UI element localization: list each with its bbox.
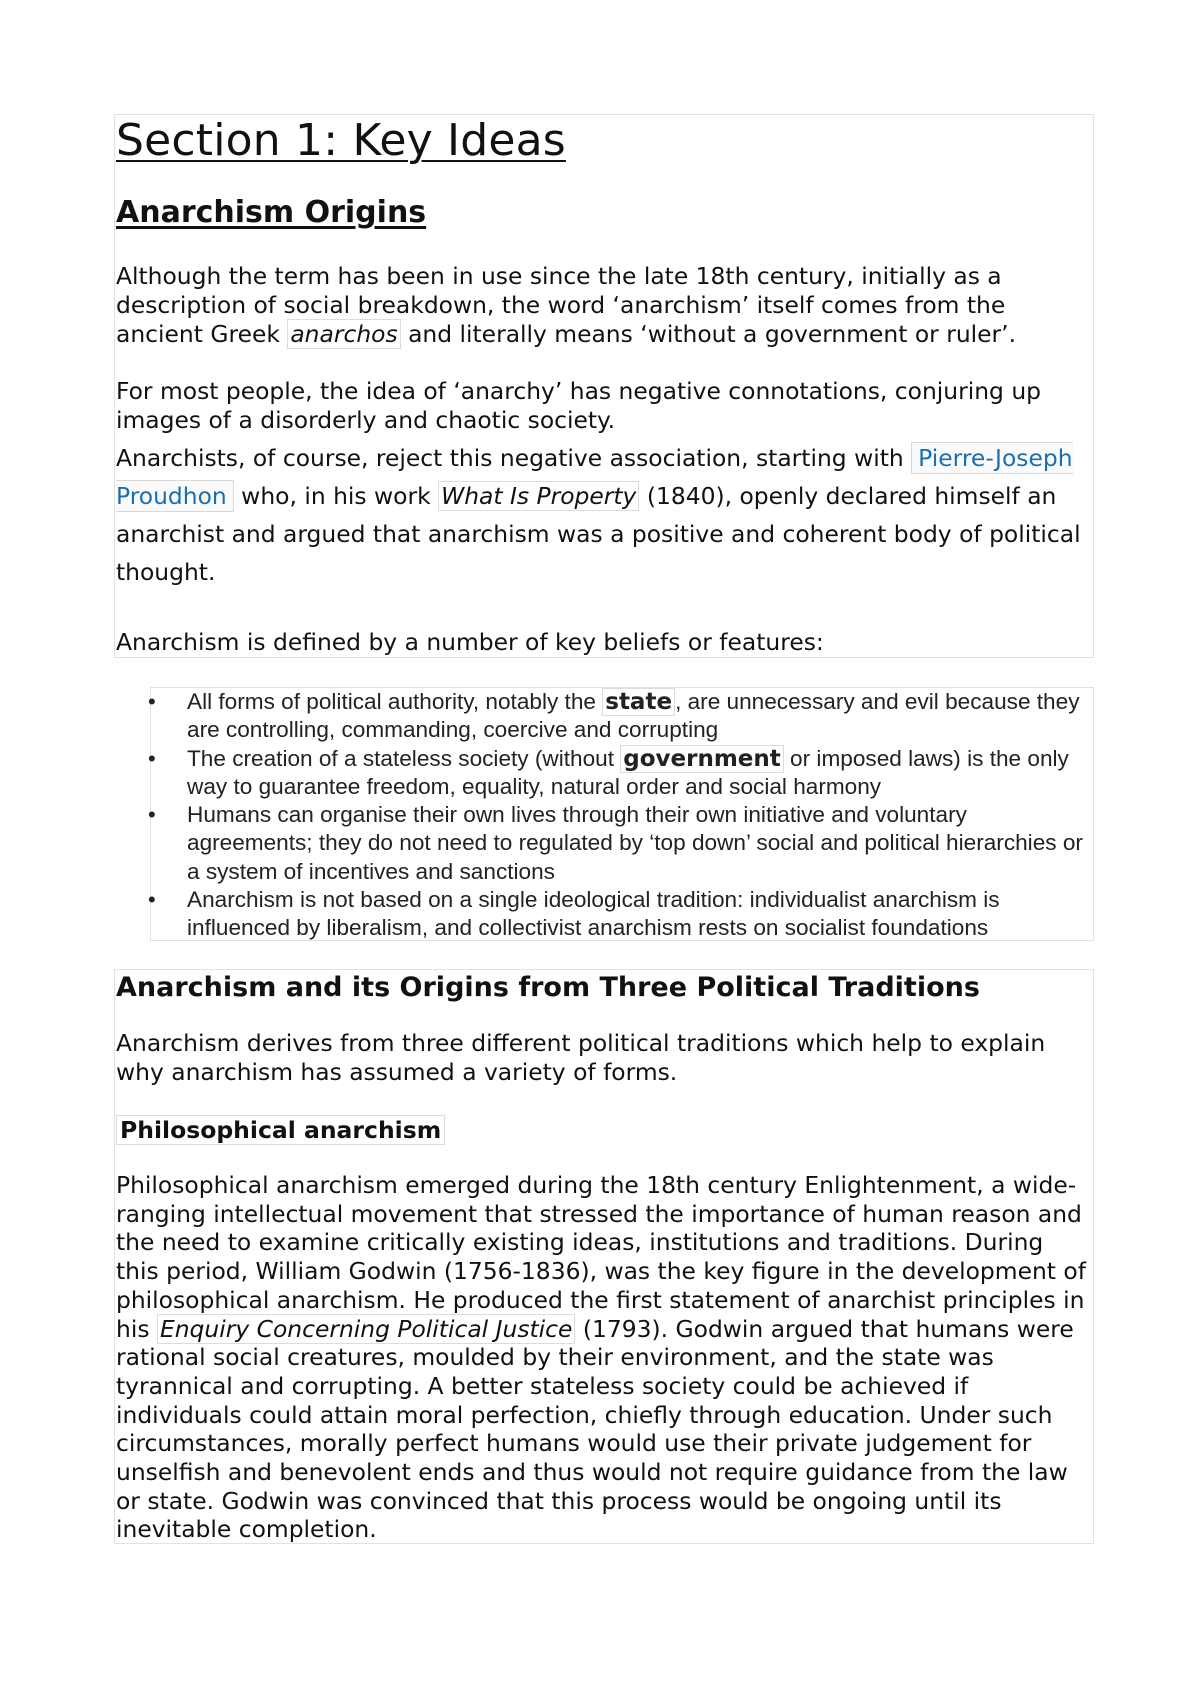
beliefs-list-box [150,687,1094,941]
belief-text: The creation of a stateless society (without [187,745,621,771]
traditions-section [114,969,1094,1544]
origins-paragraph-1 [116,262,1091,349]
philosophical-text: Philosophical anarchism emerged during the 18th century Enlightenment, a wide-ranging intellectual movement that stressed the importance of human reason and the need to examine critically existing ideas, institutions and traditions. During this period, William Godwin (1756-1836), was the key figure in the development of philosophical anarchism. He produced the first statement of anarchist principles in his [116,1171,1086,1343]
work-what-is-property: What Is Property [438,481,639,511]
bullet-icon: • [148,887,156,913]
origins-paragraph-2: For most people, the idea of ‘anarchy’ has negative connotations, conjuring up images of a disorderly and chaotic society. [116,377,1041,434]
belief-text: Anarchism is not based on a single ideological tradition: individualist anarchism is influenced by liberalism, and collectivist anarchism rests on socialist foundations [187,887,1000,941]
origins-paragraph-4: Anarchism is defined by a number of key beliefs or features: [116,628,824,656]
origins-heading: Anarchism Origins [116,195,427,230]
traditions-heading: Anarchism and its Origins from Three Political Traditions [116,972,980,1003]
bullet-icon: • [148,745,156,771]
philosophical-anarchism-paragraph [116,1171,1091,1544]
beliefs-list [148,688,1095,943]
belief-item [148,886,1095,943]
belief-text: All forms of political authority, notably the [187,689,603,714]
belief-text: Humans can organise their own lives through their own initiative and voluntary agreements; they do not need to regulated by ‘top down’ social and political hierarchies or a system of incentives and sanctions [187,802,1083,884]
work-enquiry-political-justice: Enquiry Concerning Political Justice [157,1314,575,1344]
belief-keyword-state: state [602,688,675,716]
belief-item [148,688,1095,745]
origins-p3-text: Anarchists, of course, reject this negative association, starting with [116,444,912,472]
belief-text-end: , are unnecessary and evil because they are controlling, commanding, coercive and corrupting [187,689,1080,743]
bullet-icon: • [148,802,156,828]
origins-p3-text-mid: who, in his work [233,482,439,510]
origins-p3-text-end: (1840), openly declared himself an anarchist and argued that anarchism was a positive and coherent body of political thought. [116,482,1081,586]
origins-section [114,114,1094,658]
philosophical-text-end: (1793). Godwin argued that humans were rational social creatures, moulded by their environment, and the state was tyrannical and corrupting. A better stateless society could be achieved if individuals could attain moral perfection, chiefly through education. Under such circumstances, morally perfect humans would use their private judgement for unselfish and benevolent ends and thus would not require guidance from the law or state. Godwin was convinced that this process would be ongoing until its inevitable completion. [116,1314,1074,1544]
proudhon-link[interactable]: Pierre-Joseph Proudhon [116,444,1073,510]
belief-keyword-government: government [620,745,784,773]
section-title: Section 1: Key Ideas [116,115,566,166]
belief-item [148,801,1095,886]
bullet-icon: • [148,689,156,714]
philosophical-anarchism-heading: Philosophical anarchism [116,1115,445,1145]
origins-p1-text-end: and literally means ‘without a government or ruler’. [400,320,1017,348]
belief-text-end: or imposed laws) is the only way to guarantee freedom, equality, natural order and social harmony [187,745,1069,799]
origins-paragraph-3 [116,439,1091,591]
origins-p1-text: Although the term has been in use since the late 18th century, initially as a description of social breakdown, the word ‘anarchism’ itself comes from the ancient Greek [116,262,1006,348]
belief-item [148,745,1095,802]
traditions-intro: Anarchism derives from three different political traditions which help to explain why anarchism has assumed a variety of forms. [116,1029,1046,1086]
term-anarchos: anarchos [287,319,400,349]
